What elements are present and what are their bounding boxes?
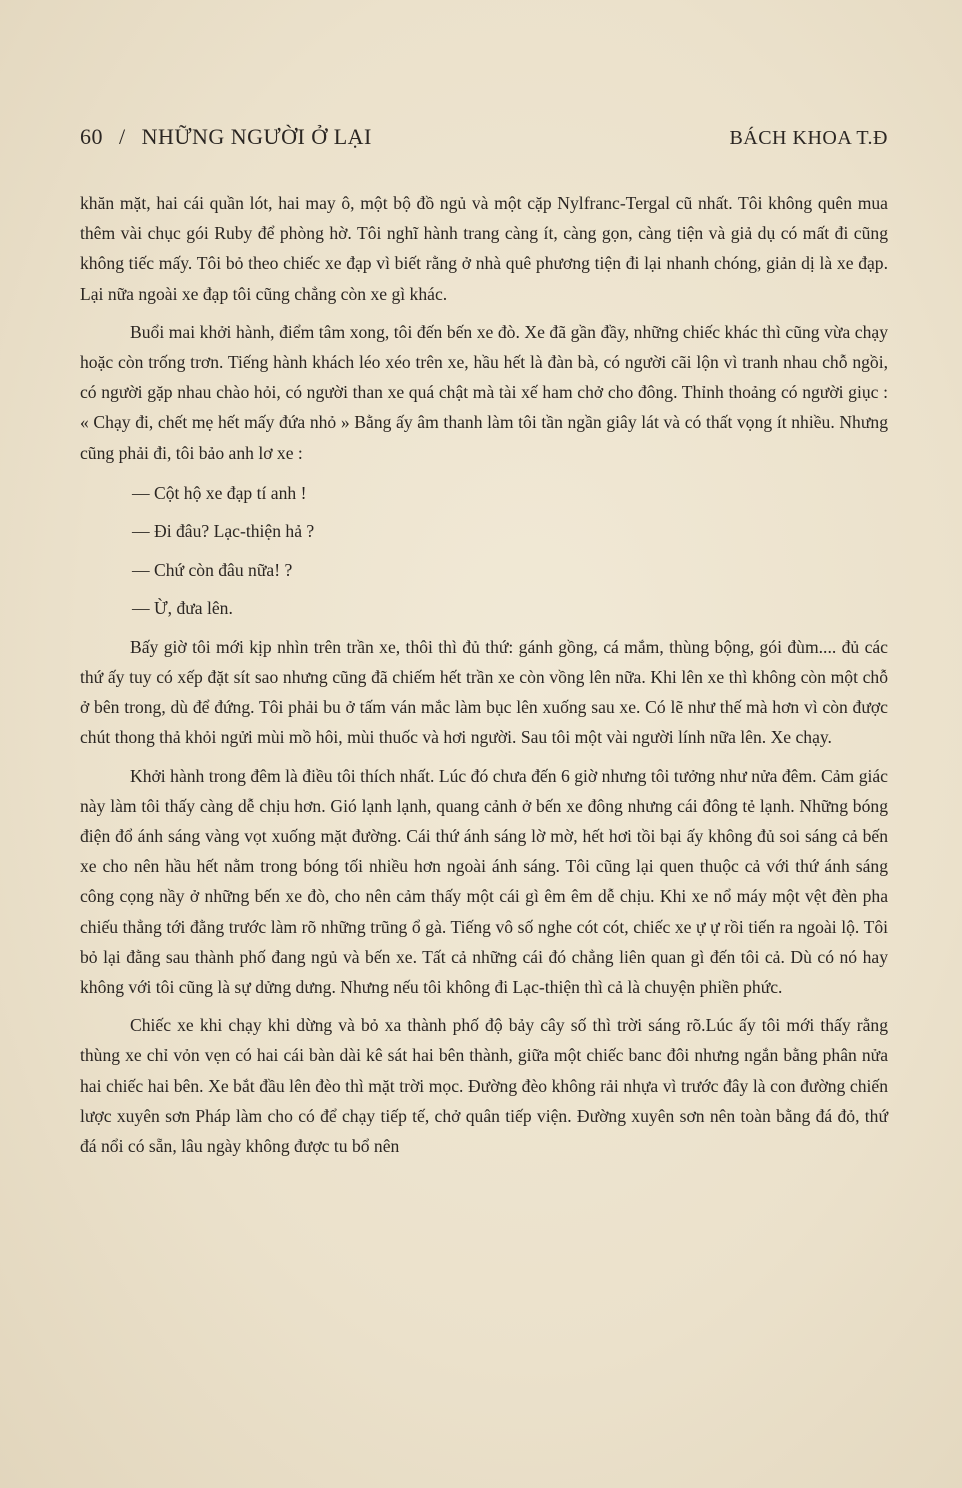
dialog-line-4: — Ừ, đưa lên. [132,598,233,619]
chapter-title: NHỮNG NGƯỜI Ở LẠI [141,124,372,149]
paragraph-5: Chiếc xe khi chạy khi dừng và bỏ xa thành phố độ bảy cây số thì trời sáng rõ.Lúc ấy tôi mới thấy rằng thùng xe chỉ vỏn vẹn có hai cái bàn dài kê sát hai bên thành, giữa một chiếc banc đôi nhưng ngắn bằng phân nửa hai chiếc hai bên. Xe bắt đầu lên đèo thì mặt trời mọc. Đường đèo không rải nhựa vì trước đây là con đường chiến lược xuyên sơn Pháp làm cho có để chạy tiếp tế, chở quân tiếp viện. Đường xuyên sơn nên toàn bằng đá đỏ, thứ đá nổi có sẵn, lâu ngày không được tu bổ nên [80,1015,888,1157]
dialog-line-2: — Đi đâu? Lạc-thiện hả ? [132,521,315,542]
dialog-line-3: — Chứ còn đâu nữa! ? [132,559,293,580]
paragraph-3: Bấy giờ tôi mới kịp nhìn trên trần xe, thôi thì đủ thứ: gánh gồng, cá mắm, thùng bộng, gói đùm.... đủ các thứ ấy tuy có xếp đặt sít sao nhưng cũng đã chiếm hết trần xe còn vồng lên nữa. Khi lên xe thì không còn một chỗ ở bên trong, dù để đứng. Tôi phải bu ở tấm ván mắc làm bục lên xuống sau xe. Có lẽ như thế mà hơn vì còn được chút thong thả khỏi ngửi mùi mồ hôi, mùi thuốc và hơi người. Sau tôi một vài người lính nữa lên. Xe chạy. [80,636,888,748]
paragraph-4: Khởi hành trong đêm là điều tôi thích nhất. Lúc đó chưa đến 6 giờ nhưng tôi tưởng như nửa đêm. Cảm giác này làm tôi thấy càng dễ chịu hơn. Gió lạnh lạnh, quang cảnh ở bến xe đông nhưng cái đông tẻ lạnh. Những bóng điện đổ ánh sáng vàng vọt xuống mặt đường. Cái thứ ánh sáng lờ mờ, hết hơi tồi bại ấy không đủ soi sáng cả bến xe cho nên hầu hết nằm trong bóng tối nhiều hơn ngoài ánh sáng. Tôi cũng lại quen thuộc cả với thứ ánh sáng công cọng nầy ở những bến xe đò, cho nên cảm thấy một cái gì êm êm dễ chịu. Khi xe nổ máy một vệt đèn pha chiếu thẳng tới đằng trước làm rõ những trũng ổ gà. Tiếng vô số nghe cót cót, chiếc xe ự ự rồi tiến ra ngoài lộ. Tôi bỏ lại đằng sau thành phố đang ngủ và bến xe. Tất cả những cái đó chẳng liên quan gì đến tôi cả. Dù có nó hay không với tôi cũng là sự dửng dưng. Nhưng nếu tôi không đi Lạc-thiện thì cả là chuyện phiền phức. [80,765,888,998]
page-body [80,188,888,1161]
header-left [80,124,372,150]
paragraph-1: khăn mặt, hai cái quần lót, hai may ô, một bộ đồ ngủ và một cặp Nylfranc-Tergal cũ nhất. Tôi không quên mua thêm vài chục gói Ruby để phòng hờ. Tôi nghĩ hành trang càng ít, càng gọn, càng tiện và giả dụ có mất đi cũng không tiếc mấy. Tôi bỏ theo chiếc xe đạp vì biết rằng ở nhà quê phương tiện đi lại nhanh chóng, giản dị là xe đạp. Lại nữa ngoài xe đạp tôi cũng chẳng còn xe gì khác. [80,193,888,304]
page-header [80,124,888,160]
paragraph-2: Buổi mai khởi hành, điểm tâm xong, tôi đến bến xe đò. Xe đã gần đầy, những chiếc khác thì cũng vừa chạy hoặc còn trống trơn. Tiếng hành khách léo xéo trên xe, hầu hết là đàn bà, có người cãi lộn vì tranh nhau chỗ ngồi, có người gặp nhau chào hỏi, có người than xe quá chật mà tài xế ham chở cho đông. Thỉnh thoảng có người giục : « Chạy đi, chết mẹ hết mấy đứa nhỏ » Bằng ấy âm thanh làm tôi tần ngần giây lát và có thất vọng ít nhiều. Nhưng cũng phải đi, tôi bảo anh lơ xe : [80,321,888,463]
page-number: 60 [80,124,103,149]
header-separator: / [119,124,126,149]
publication-name: BÁCH KHOA T.Đ [729,127,888,149]
dialog-line-1: — Cột hộ xe đạp tí anh ! [132,482,307,503]
